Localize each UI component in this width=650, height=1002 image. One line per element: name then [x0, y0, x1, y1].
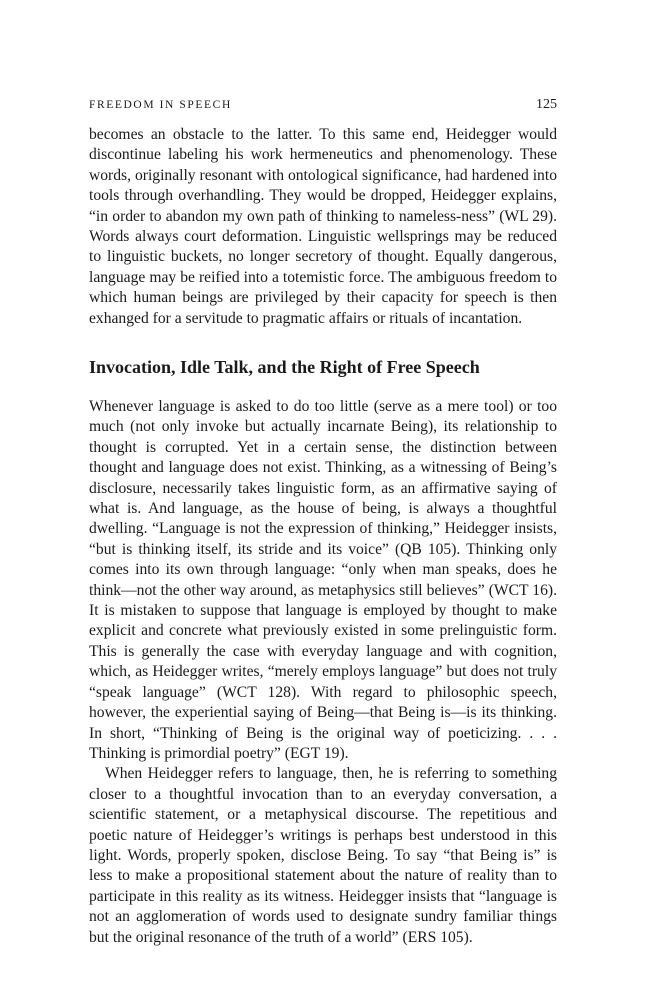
paragraph-continuation: becomes an obstacle to the latter. To this same end, Heidegger would discontinue labeling his work hermeneutics and phenomenology. These words, originally resonant with ontological significance, had hardened into tools through overhandling. They would be dropped, Heidegger explains, “in order to abandon my own path of thinking to nameless-ness” (WL 29). Words always court deformation. Linguistic wellsprings may be reduced to linguistic buckets, no longer secretory of thought. Equally dangerous, language may be reified into a totemistic force. The ambiguous freedom to which human beings are privileged by their capacity for speech is then exhanged for a servitude to pragmatic affairs or rituals of incantation.	[89, 126, 557, 327]
section-heading: Invocation, Idle Talk, and the Right of Free Speech	[89, 357, 480, 377]
paragraph-section-second: When Heidegger refers to language, then, he is referring to something closer to a thoughtful invocation than to an everyday conversation, a scientific statement, or a metaphysical discourse. The repetitious and poetic nature of Heidegger’s writings is perhaps best understood in this light. Words, properly spoken, disclose Being. To say “that Being is” is less to make a propositional statement about the nature of reality than to participate in this reality as its witness. Heidegger insists that “language is not an agglomeration of words used to designate sundry familiar things but the original resonance of the truth of a world” (ERS 105).	[89, 765, 557, 946]
running-head	[89, 97, 557, 113]
body-block-section	[89, 397, 557, 948]
running-head-title: FREEDOM IN SPEECH	[89, 99, 232, 111]
body-block-top	[89, 125, 557, 329]
paragraph-section-opening: Whenever language is asked to do too little (serve as a mere tool) or too much (not only invoke but actually incarnate Being), its relationship to thought is corrupted. Yet in a certain sense, the distinction between thought and language does not exist. Thinking, as a witnessing of Being’s disclosure, necessarily takes linguistic form, as an affirmative saying of what is. And language, as the house of being, is always a thoughtful dwelling. “Language is not the expression of thinking,” Heidegger insists, “but is thinking itself, its stride and its voice” (QB 105). Thinking only comes into its own through language: “only when man speaks, does he think—not the other way around, as metaphysics still believes” (WCT 16). It is mistaken to suppose that language is employed by thought to make explicit and concrete what previously existed in some prelinguistic form. This is generally the case with everyday language and with cognition, which, as Heidegger writes, “merely employs language” but does not truly “speak language” (WCT 128). With regard to philosophic speech, however, the experiential saying of Being—that Being is—is its thinking. In short, “Thinking of Being is the original way of poeticizing. . . . Thinking is primordial poetry” (EGT 19).	[89, 398, 557, 762]
page-number: 125	[536, 97, 557, 112]
